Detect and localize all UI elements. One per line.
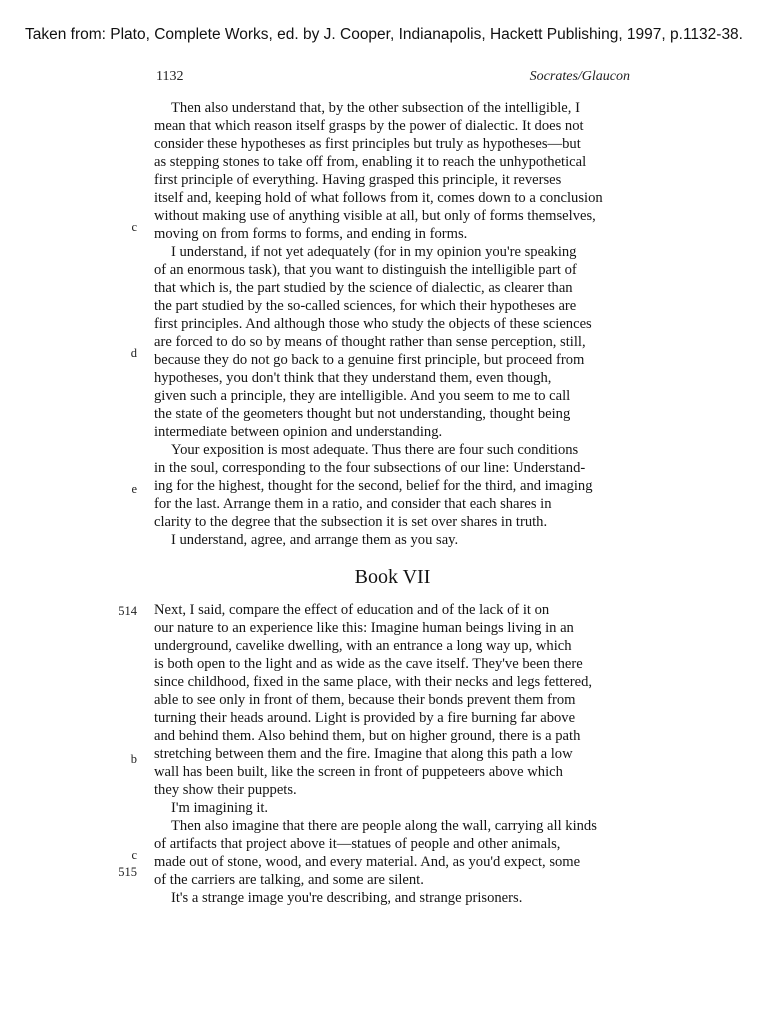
text-line: without making use of anything visible at all, but only of forms themselves, — [154, 208, 596, 224]
text-line: Then also imagine that there are people along the wall, carrying all kinds — [171, 818, 597, 834]
text-line: in the soul, corresponding to the four subsections of our line: Understand- — [154, 460, 586, 476]
text-block-book-vi — [154, 99, 631, 549]
text-line: I'm imagining it. — [171, 800, 269, 816]
text-line: our nature to an experience like this: Imagine human beings living in an — [154, 620, 574, 636]
text-line: and behind them. Also behind them, but on higher ground, there is a path — [154, 728, 581, 744]
text-line: of the carriers are talking, and some are silent. — [154, 872, 424, 888]
text-line: I understand, if not yet adequately (for in my opinion you're speaking — [171, 244, 577, 260]
text-line: turning their heads around. Light is provided by a fire burning far above — [154, 710, 576, 726]
text-line: that which is, the part studied by the science of dialectic, as clearer than — [154, 280, 573, 296]
source-citation: Taken from: Plato, Complete Works, ed. by J. Cooper, Indianapolis, Hackett Publishing, 1997, p.1132-38. — [25, 26, 743, 43]
text-line: consider these hypotheses as first principles but truly as hypotheses—but — [154, 136, 581, 152]
text-line: made out of stone, wood, and every material. And, as you'd expect, some — [154, 854, 581, 870]
text-line: Then also understand that, by the other subsection of the intelligible, I — [171, 100, 580, 116]
book-title: Book VII — [354, 566, 431, 588]
text-line: underground, cavelike dwelling, with an entrance a long way up, which — [154, 638, 572, 654]
margin-marker-e: e — [131, 482, 137, 496]
text-line: moving on from forms to forms, and ending in forms. — [154, 226, 468, 242]
text-line: Next, I said, compare the effect of education and of the lack of it on — [154, 602, 550, 618]
text-line: wall has been built, like the screen in front of puppeteers above which — [154, 764, 563, 780]
text-line: of artifacts that project above it—statues of people and other animals, — [154, 836, 561, 852]
text-line: itself and, keeping hold of what follows from it, comes down to a conclusion — [154, 190, 603, 206]
text-line: I understand, agree, and arrange them as you say. — [171, 532, 459, 548]
text-line: mean that which reason itself grasps by the power of dialectic. It does not — [154, 118, 584, 134]
text-line: It's a strange image you're describing, and strange prisoners. — [171, 890, 523, 906]
text-line: ing for the highest, thought for the second, belief for the third, and imaging — [154, 478, 593, 494]
margin-marker-514: 514 — [118, 604, 137, 618]
margin-marker-c-2: c — [131, 848, 137, 862]
text-line: Your exposition is most adequate. Thus there are four such conditions — [171, 442, 579, 458]
margin-marker-b: b — [130, 752, 137, 766]
text-line: for the last. Arrange them in a ratio, and consider that each shares in — [154, 496, 552, 512]
text-line: the part studied by the so-called sciences, for which their hypotheses are — [154, 298, 577, 314]
text-line: the state of the geometers thought but not understanding, thought being — [154, 406, 571, 422]
text-line: they show their puppets. — [154, 782, 297, 798]
text-line: first principle of everything. Having grasped this principle, it reverses — [154, 172, 562, 188]
text-line: given such a principle, they are intelligible. And you seem to me to call — [154, 388, 571, 404]
margin-marker-d: d — [130, 346, 137, 360]
text-line: able to see only in front of them, because their bonds prevent them from — [154, 692, 576, 708]
text-line: is both open to the light and as wide as the cave itself. They've been there — [154, 656, 583, 672]
text-block-book-vii — [154, 601, 631, 907]
text-line: because they do not go back to a genuine first principle, but proceed from — [154, 352, 585, 368]
running-head: Socrates/Glaucon — [529, 69, 630, 84]
text-line: since childhood, fixed in the same place, with their necks and legs fettered, — [154, 674, 593, 690]
text-line: first principles. And although those who study the objects of these sciences — [154, 316, 592, 332]
text-line: of an enormous task), that you want to distinguish the intelligible part of — [154, 262, 577, 278]
text-line: as stepping stones to take off from, enabling it to reach the unhypothetical — [154, 154, 587, 170]
margin-marker-515: 515 — [118, 865, 137, 879]
text-line: stretching between them and the fire. Imagine that along this path a low — [154, 746, 573, 762]
text-line: clarity to the degree that the subsection it is set over shares in truth. — [154, 514, 548, 530]
text-line: intermediate between opinion and understanding. — [154, 424, 443, 440]
margin-marker-c: c — [131, 220, 137, 234]
text-line: hypotheses, you don't think that they understand them, even though, — [154, 370, 552, 386]
page-number: 1132 — [156, 69, 184, 84]
text-line: are forced to do so by means of thought rather than sense perception, still, — [154, 334, 586, 350]
